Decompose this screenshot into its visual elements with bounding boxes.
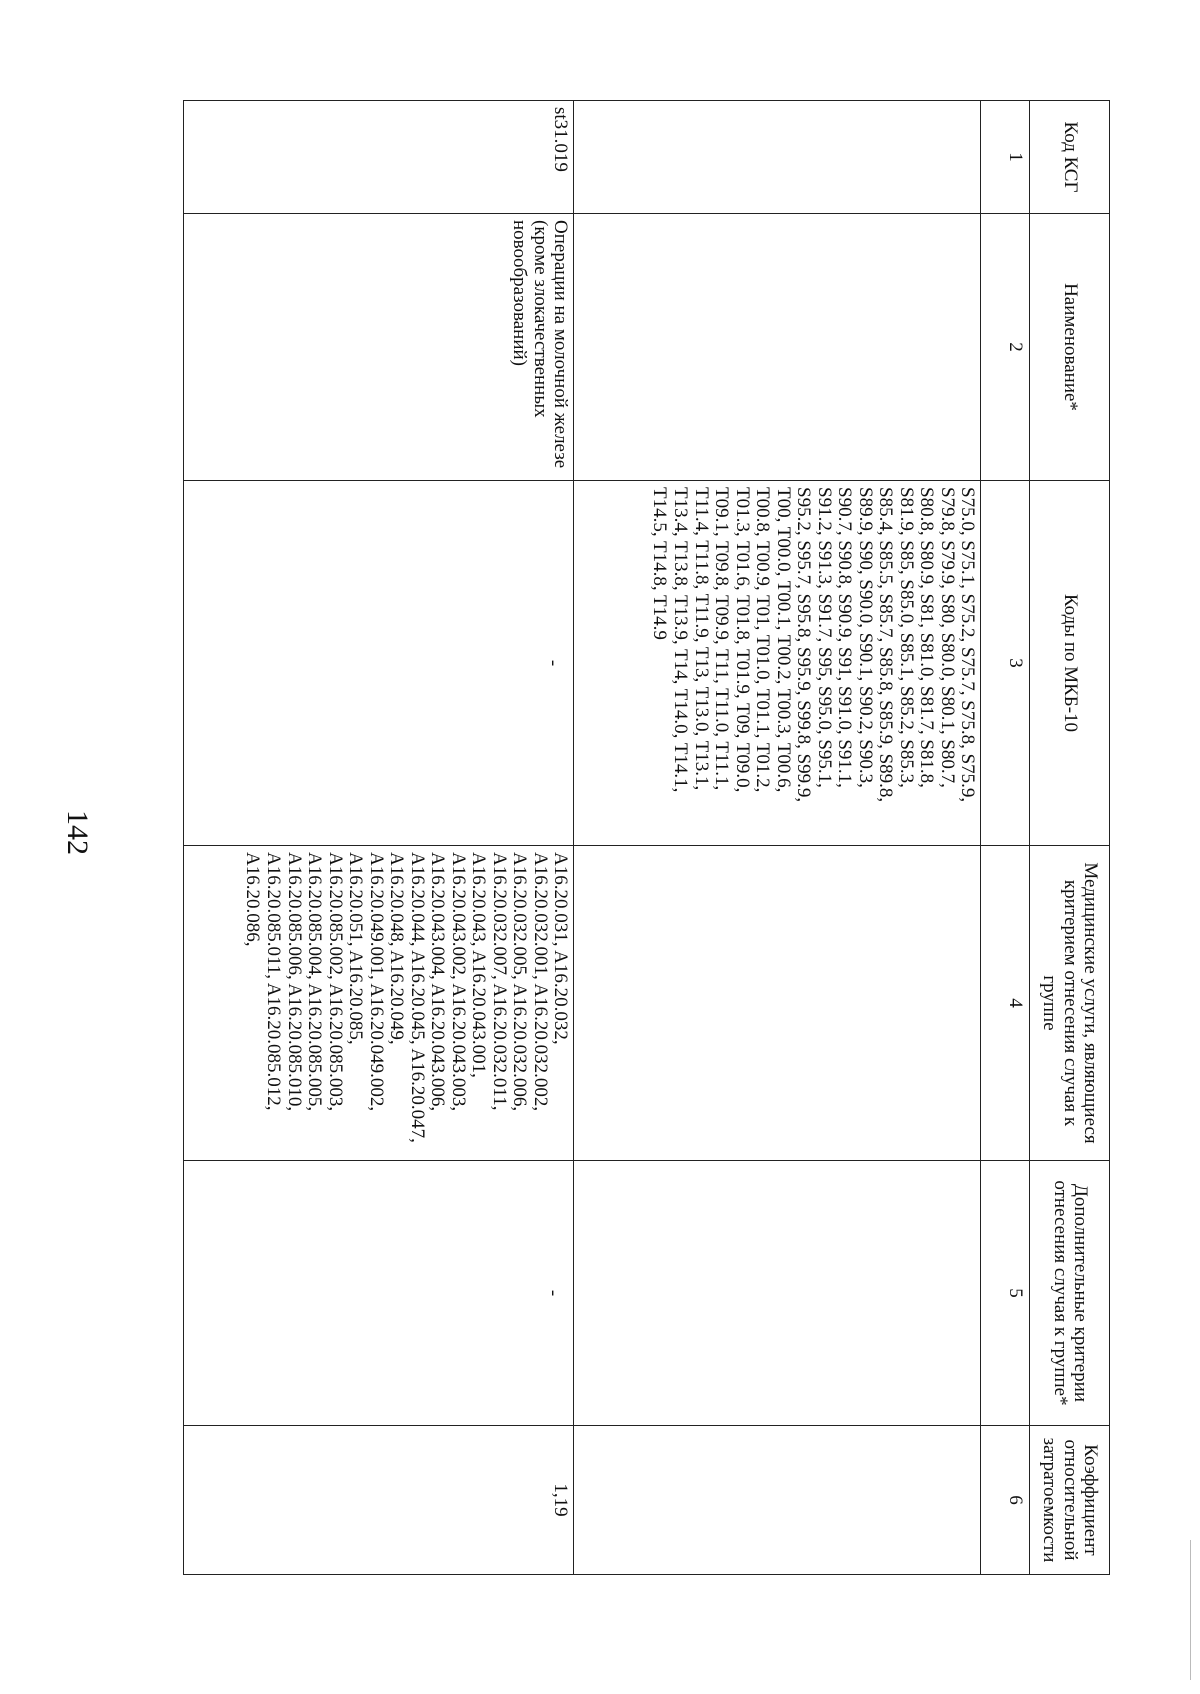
- header-extra-criteria: Дополнительные критерии отнесения случая к группе*: [1030, 1161, 1110, 1426]
- column-number-row: [981, 101, 1030, 1575]
- cost-coefficient-cell: 1,19: [184, 1426, 574, 1575]
- extra-criteria-cell: -: [184, 1161, 574, 1426]
- table-header-row: [1030, 101, 1110, 1575]
- column-number: 1: [981, 101, 1030, 214]
- ksg-table: [183, 100, 1110, 1575]
- header-medical-services: Медицинские услуги, являющиеся критерием отнесения случая к группе: [1030, 846, 1110, 1161]
- column-number: 6: [981, 1426, 1030, 1575]
- ksg-table-sheet: [183, 100, 1110, 1574]
- scan-edge-line: [1190, 1540, 1191, 1680]
- column-number: 2: [981, 214, 1030, 481]
- column-number: 5: [981, 1161, 1030, 1426]
- table-row: [184, 101, 574, 1575]
- medical-services-cell: A16.20.031, A16.20.032, A16.20.032.001, A16.20.032.002, A16.20.032.005, A16.20.032.006, A16.20.032.007, A16.20.032.011, A16.20.043, A16.20.043.001, A16.20.043.002, A16.20.043.003, A16.20.043.004, A16.20.043.006, A16.20.044, A16.20.045, A16.20.047, A16.20.048, A16.20.049, A16.20.049.001, A16.20.049.002, A16.20.051, A16.20.085, A16.20.085.002, A16.20.085.003, A16.20.085.004, A16.20.085.005, A16.20.085.006, A16.20.085.010, A16.20.085.011, A16.20.085.012, A16.20.086,: [184, 846, 574, 1161]
- ksg-code-cell: st31.019: [184, 101, 574, 214]
- column-number: 4: [981, 846, 1030, 1161]
- mkb-codes-cell: S75.0, S75.1, S75.2, S75.7, S75.8, S75.9, S79.8, S79.9, S80, S80.0, S80.1, S80.7, S80.8, S80.9, S81, S81.0, S81.7, S81.8, S81.9, S85, S85.0, S85.1, S85.2, S85.3, S85.4, S85.5, S85.7, S85.8, S85.9, S89.8, S89.9, S90, S90.0, S90.1, S90.2, S90.3, S90.7, S90.8, S90.9, S91, S91.0, S91.1, S91.2, S91.3, S91.7, S95, S95.0, S95.1, S95.2, S95.7, S95.8, S95.9, S99.8, S99.9, T00, T00.0, T00.1, T00.2, T00.3, T00.6, T00.8, T00.9, T01, T01.0, T01.1, T01.2, T01.3, T01.6, T01.8, T01.9, T09, T09.0, T09.1, T09.8, T09.9, T11, T11.0, T11.1, T11.4, T11.8, T11.9, T13, T13.0, T13.1, T13.4, T13.8, T13.9, T14, T14.0, T14.1, T14.5, T14.8, T14.9: [574, 481, 981, 846]
- ksg-code-cell: [574, 101, 981, 214]
- name-cell: Операции на молочной железе (кроме злокачественных новообразований): [184, 214, 574, 481]
- header-ksg-code: Код КСГ: [1030, 101, 1110, 214]
- page-number: 142: [61, 810, 94, 855]
- table-row: [574, 101, 981, 1575]
- header-name: Наименование*: [1030, 214, 1110, 481]
- name-cell: [574, 214, 981, 481]
- mkb-codes-cell: -: [184, 481, 574, 846]
- column-number: 3: [981, 481, 1030, 846]
- header-cost-coefficient: Коэффициент относительной затратоемкости: [1030, 1426, 1110, 1575]
- extra-criteria-cell: [574, 1161, 981, 1426]
- medical-services-cell: [574, 846, 981, 1161]
- header-mkb-codes: Коды по МКБ-10: [1030, 481, 1110, 846]
- cost-coefficient-cell: [574, 1426, 981, 1575]
